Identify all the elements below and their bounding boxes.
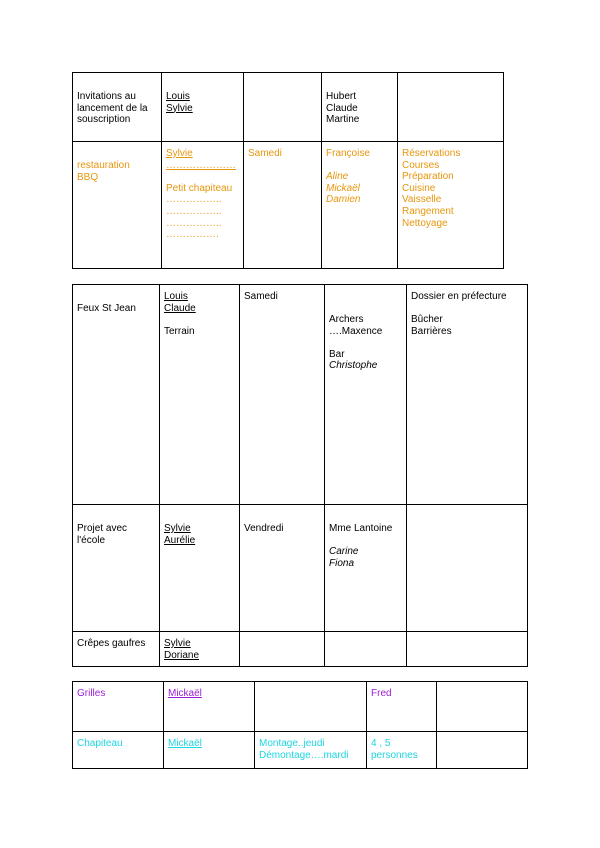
table-row bbox=[73, 505, 528, 632]
archers-label: Archers bbox=[329, 314, 364, 325]
schedule-cell bbox=[255, 732, 367, 769]
activity-cell bbox=[73, 505, 160, 632]
table-row bbox=[73, 732, 528, 769]
helper-name: Fiona bbox=[329, 557, 355, 569]
activity-cell bbox=[73, 682, 164, 732]
person-name: Sylvie bbox=[164, 638, 191, 649]
person-name: Louis bbox=[166, 91, 190, 102]
helpers-cell bbox=[325, 505, 407, 632]
person-name: Sylvie bbox=[166, 148, 193, 159]
notes-cell bbox=[398, 73, 504, 142]
table-row bbox=[73, 142, 504, 269]
person-name: Louis bbox=[164, 291, 188, 302]
schedule-item: Démontage….mardi bbox=[259, 749, 349, 761]
person-name: Aurélie bbox=[164, 534, 196, 546]
task-item: Rangement bbox=[402, 205, 454, 217]
person-name: Sylvie bbox=[164, 523, 191, 534]
activity-label: Crêpes gaufres bbox=[77, 638, 146, 649]
admin-item: Barrières bbox=[411, 325, 452, 337]
table-row bbox=[73, 632, 528, 667]
notes-cell bbox=[437, 682, 528, 732]
placeholder-dots: ……………. bbox=[166, 229, 219, 241]
helper-name: Damien bbox=[326, 194, 361, 206]
task-item: Courses bbox=[402, 159, 440, 171]
table-feux-ecole-crepes bbox=[72, 284, 528, 667]
task-item: Nettoyage bbox=[402, 217, 448, 229]
person-name: Mickaël bbox=[168, 738, 202, 749]
table-grilles-chapiteau bbox=[72, 681, 528, 769]
activity-label: BBQ bbox=[77, 171, 99, 183]
people-cell bbox=[164, 682, 255, 732]
task-item: Cuisine bbox=[402, 182, 436, 194]
place-label: Terrain bbox=[164, 325, 195, 337]
activity-label: Grilles bbox=[77, 688, 106, 699]
people-cell bbox=[164, 732, 255, 769]
helpers-cell bbox=[325, 285, 407, 505]
people-cell bbox=[162, 73, 244, 142]
notes-cell bbox=[437, 732, 528, 769]
activity-label: souscription bbox=[77, 114, 131, 126]
staff-count: personnes bbox=[371, 749, 418, 761]
activity-cell bbox=[73, 632, 160, 667]
helpers-cell bbox=[322, 142, 398, 269]
placeholder-dots: …………….. bbox=[166, 217, 222, 229]
task-item: Réservations bbox=[402, 148, 461, 159]
bar-label: Bar bbox=[329, 348, 345, 360]
day-cell bbox=[240, 285, 325, 505]
table-row bbox=[73, 682, 528, 732]
placeholder-dots: …………….. bbox=[166, 194, 222, 206]
day-cell bbox=[240, 505, 325, 632]
activity-label: l'école bbox=[77, 534, 106, 546]
day-label: Samedi bbox=[248, 148, 282, 159]
day-cell bbox=[244, 142, 322, 269]
activity-label: restauration bbox=[77, 160, 130, 171]
people-cell bbox=[162, 142, 244, 269]
activity-label: Projet avec bbox=[77, 523, 128, 534]
helpers-cell bbox=[367, 682, 437, 732]
bar-name: Christophe bbox=[329, 360, 378, 372]
day-label: Samedi bbox=[244, 291, 278, 302]
table-row bbox=[73, 285, 528, 505]
activity-label: lancement de la bbox=[77, 102, 148, 114]
helper-name: Claude bbox=[326, 102, 358, 114]
helpers-cell bbox=[325, 632, 407, 667]
task-item: Vaisselle bbox=[402, 194, 442, 206]
person-name: Doriane bbox=[164, 649, 200, 661]
schedule-item: Montage..jeudi bbox=[259, 738, 325, 749]
helpers-cell bbox=[322, 73, 398, 142]
schedule-cell bbox=[255, 682, 367, 732]
lead-name: Françoise bbox=[326, 148, 370, 159]
person-name: Mickaël bbox=[168, 688, 202, 699]
staff-count: 4 , 5 bbox=[371, 738, 391, 749]
admin-title: Dossier en préfecture bbox=[411, 291, 507, 302]
person-name: Sylvie bbox=[166, 102, 193, 114]
helper-name: Carine bbox=[329, 546, 359, 558]
activity-cell bbox=[73, 732, 164, 769]
table-invitations-restauration bbox=[72, 72, 504, 269]
activity-cell bbox=[73, 142, 162, 269]
person-name: Claude bbox=[164, 302, 196, 314]
archers-name: ….Maxence bbox=[329, 325, 383, 337]
people-cell bbox=[160, 505, 240, 632]
activity-label: Feux St Jean bbox=[77, 303, 136, 314]
day-cell bbox=[240, 632, 325, 667]
task-item: Préparation bbox=[402, 171, 454, 183]
helpers-cell bbox=[367, 732, 437, 769]
helper-name: Hubert bbox=[326, 91, 357, 102]
helper-name: Martine bbox=[326, 114, 360, 126]
admin-cell bbox=[407, 505, 528, 632]
placeholder-dots: ………………… bbox=[166, 159, 236, 171]
activity-label: Invitations au bbox=[77, 91, 136, 102]
placeholder-dots: …………….. bbox=[166, 205, 222, 217]
admin-cell bbox=[407, 632, 528, 667]
people-cell bbox=[160, 285, 240, 505]
helper-name: Fred bbox=[371, 688, 392, 699]
lead-name: Mme Lantoine bbox=[329, 523, 393, 534]
sub-activity-label: Petit chapiteau bbox=[166, 182, 233, 194]
day-label: Vendredi bbox=[244, 523, 284, 534]
table-row bbox=[73, 73, 504, 142]
day-cell bbox=[244, 73, 322, 142]
activity-cell bbox=[73, 285, 160, 505]
admin-cell bbox=[407, 285, 528, 505]
activity-cell bbox=[73, 73, 162, 142]
helper-name: Mickaël bbox=[326, 182, 360, 194]
activity-label: Chapiteau bbox=[77, 738, 123, 749]
tasks-cell bbox=[398, 142, 504, 269]
people-cell bbox=[160, 632, 240, 667]
helper-name: Aline bbox=[326, 171, 349, 183]
admin-item: Bûcher bbox=[411, 314, 443, 326]
